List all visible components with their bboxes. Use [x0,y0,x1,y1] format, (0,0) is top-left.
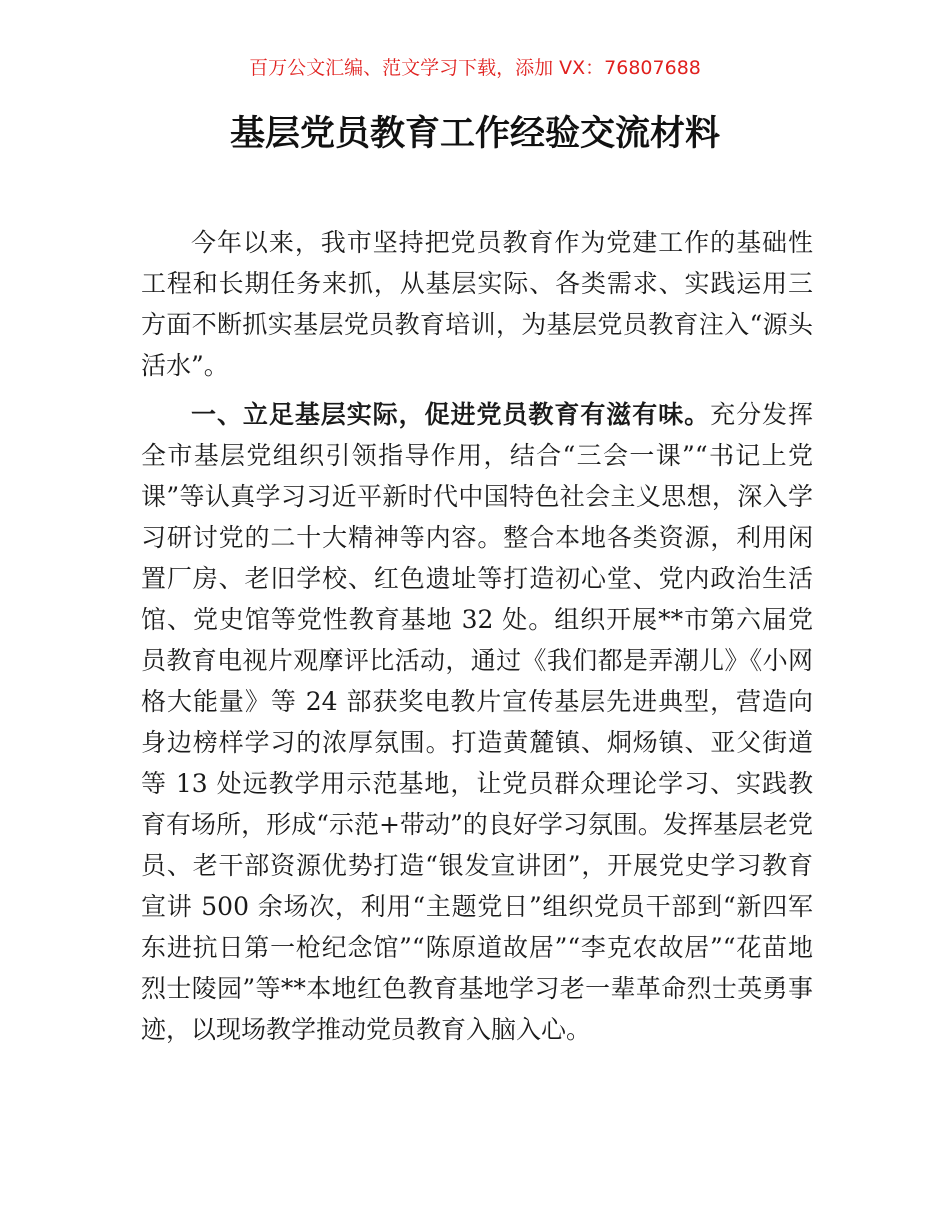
section-1-text: 充分发挥全市基层党组织引领指导作用，结合“三会一课”“书记上党课”等认真学习习近平新时代中国特色社会主义思想，深入学习研讨党的二十大精神等内容。整合本地各类资源，利用闲置厂房、老旧学校、红色遗址等打造初心堂、党内政治生活馆、党史馆等党性教育基地 32 处。组织开展**市第六届党员教育电视片观摩评比活动，通过《我们都是弄潮儿》《小网格大能量》等 24 部获奖电教片宣传基层先进典型，营造向身边榜样学习的浓厚氛围。打造黄麓镇、烔炀镇、亚父街道等 13 处远教学用示范基地，让党员群众理论学习、实践教育有场所，形成“示范+带动”的良好学习氛围。发挥基层老党员、老干部资源优势打造“银发宣讲团”，开展党史学习教育宣讲 500 余场次，利用“主题党日”组织党员干部到“新四军东进抗日第一枪纪念馆”“陈原道故居”“李克农故居”“花苗地烈士陵园”等**本地红色教育基地学习老一辈革命烈士英勇事迹，以现场教学推动党员教育入脑入心。 [141,400,813,1044]
paragraph-intro-text: 今年以来，我市坚持把党员教育作为党建工作的基础性工程和长期任务来抓，从基层实际、各类需求、实践运用三方面不断抓实基层党员教育培训，为基层党员教育注入“源头活水”。 [141,228,813,380]
section-1-heading: 一、立足基层实际，促进党员教育有滋有味。 [191,400,711,429]
document-title: 基层党员教育工作经验交流材料 [229,113,720,154]
paragraph-section-1-body [141,394,813,1050]
paragraph-section-1 [141,394,813,1050]
paragraph-intro [141,222,813,386]
header-banner: 百万公文汇编、范文学习下载，添加 VX：76807688 [249,57,701,79]
